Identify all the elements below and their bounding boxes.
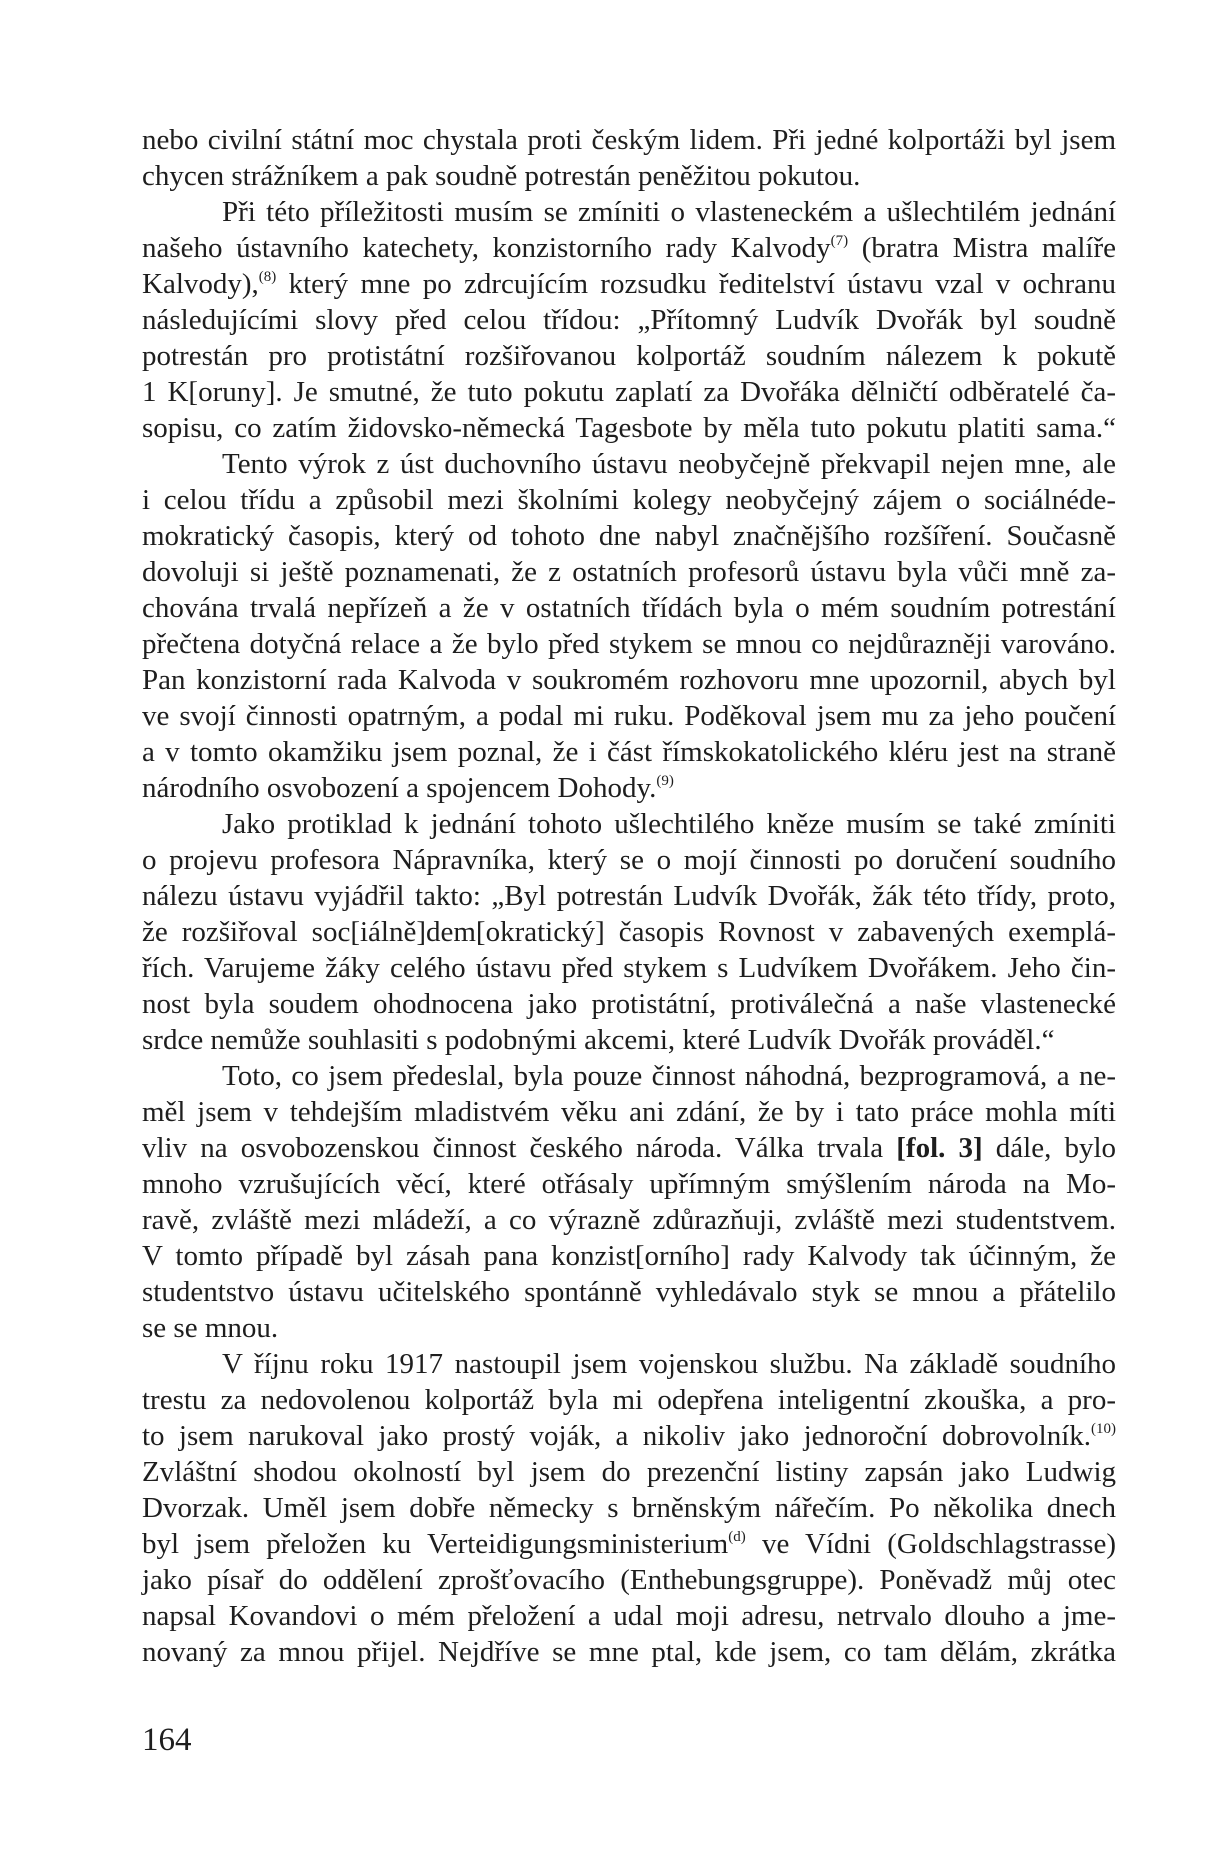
text-line: nálezu ústavu vyjádřil takto: „Byl potrestán Ludvík Dvořák, žák této třídy, proto, xyxy=(142,880,1116,912)
text-run: Kalvody), xyxy=(142,268,259,300)
text-line: studentstvo ústavu učitelského spontánně vyhledávalo styk se mnou a přátelilo xyxy=(142,1276,1116,1308)
footnote-ref: (9) xyxy=(656,773,674,789)
text-run: byl jsem přeložen ku Verteidigungsministerium xyxy=(142,1528,729,1560)
text-line: sopisu, co zatím židovsko-německá Tagesbote by měla tuto pokutu platiti sama.“ xyxy=(142,412,1116,444)
text-line: srdce nemůže souhlasiti s podobnými akcemi, které Ludvík Dvořák prováděl.“ xyxy=(142,1024,1055,1056)
text-line: přečtena dotyčná relace a že bylo před stykem se mnou co nejdůrazněji varováno. xyxy=(142,628,1116,660)
text-run: vliv na osvobozenskou činnost českého národa. Válka trvala xyxy=(142,1132,897,1164)
text-line xyxy=(142,1130,1116,1166)
text-line: o projevu profesora Nápravníka, který se o mojí činnosti po doručení soudního xyxy=(142,844,1116,876)
text-line: i celou třídu a způsobil mezi školními kolegy neobyčejný zájem o sociálnéde- xyxy=(142,484,1116,516)
folio-marker: [fol. 3] xyxy=(896,1132,983,1164)
text-line: Tento výrok z úst duchovního ústavu neobyčejně překvapil nejen mne, ale xyxy=(222,448,1116,480)
text-line: mokratický časopis, který od tohoto dne nabyl značnějšího rozšíření. Současně xyxy=(142,520,1116,552)
text-line: se se mnou. xyxy=(142,1312,279,1344)
text-run: dále, bylo xyxy=(982,1132,1117,1164)
text-line: potrestán pro protistátní rozšiřovanou kolportáž soudním nálezem k pokutě xyxy=(142,340,1116,372)
footnote-ref: (7) xyxy=(830,233,849,249)
text-line: nost byla soudem ohodnocena jako protistátní, protiválečná a naše vlastenecké xyxy=(142,988,1116,1020)
text-line: Toto, co jsem předeslal, byla pouze činnost náhodná, bezprogramová, a ne- xyxy=(222,1060,1116,1092)
text-line: ravě, zvláště mezi mládeží, a co výrazně zdůrazňuji, zvláště mezi studentstvem. xyxy=(142,1204,1116,1236)
text-line: napsal Kovandovi o mém přeložení a udal moji adresu, netrvalo dlouho a jme- xyxy=(142,1600,1116,1632)
text-line: Jako protiklad k jednání tohoto ušlechtilého kněze musím se také zmíniti xyxy=(222,808,1116,840)
text-line: a v tomto okamžiku jsem poznal, že i část římskokatolického kléru jest na straně xyxy=(142,736,1116,768)
footnote-ref: (8) xyxy=(258,269,277,285)
text-line: chycen strážníkem a pak soudně potrestán peněžitou pokutou. xyxy=(142,160,861,192)
text-line: Dvorzak. Uměl jsem dobře německy s brněnským nářečím. Po několika dnech xyxy=(142,1492,1116,1524)
text-line: dovoluji si ještě poznamenati, že z ostatních profesorů ústavu byla vůči mně za- xyxy=(142,556,1116,588)
text-line: novaný za mnou přijel. Nejdříve se mne ptal, kde jsem, co tam dělám, zkrátka xyxy=(142,1636,1116,1668)
text-line: V říjnu roku 1917 nastoupil jsem vojenskou službu. Na základě soudního xyxy=(222,1348,1116,1380)
text-run: to jsem narukoval jako prostý voják, a nikoliv jako jednoroční dobrovolník. xyxy=(142,1420,1091,1452)
text-line: nebo civilní státní moc chystala proti českým lidem. Při jedné kolportáži byl jsem xyxy=(142,124,1116,156)
text-line: V tomto případě byl zásah pana konzist[orního] rady Kalvody tak účinným, že xyxy=(142,1240,1116,1272)
text-line xyxy=(142,230,1116,266)
footnote-ref: (10) xyxy=(1091,1421,1116,1437)
page-number: 164 xyxy=(142,1722,192,1758)
text-line xyxy=(142,1526,1116,1562)
text-line: řích. Varujeme žáky celého ústavu před stykem s Ludvíkem Dvořákem. Jeho čin- xyxy=(142,952,1116,984)
footnote-ref: (d) xyxy=(728,1529,746,1545)
text-line: že rozšiřoval soc[iálně]dem[okratický] časopis Rovnost v zabavených exemplá- xyxy=(142,916,1116,948)
text-run: našeho ústavního katechety, konzistorního rady Kalvody xyxy=(142,232,831,264)
text-line: Pan konzistorní rada Kalvoda v soukromém rozhovoru mne upozornil, abych byl xyxy=(142,664,1116,696)
text-line: trestu za nedovolenou kolportáž byla mi odepřena inteligentní zkouška, a pro- xyxy=(142,1384,1116,1416)
text-line xyxy=(142,1418,1116,1454)
text-line xyxy=(142,770,1116,806)
text-line: Zvláštní shodou okolností byl jsem do prezenční listiny zapsán jako Ludwig xyxy=(142,1456,1116,1488)
text-run: (bratra Mistra malíře xyxy=(848,232,1117,264)
text-line: Při této příležitosti musím se zmíniti o vlasteneckém a ušlechtilém jednání xyxy=(222,196,1116,228)
text-line: ve svojí činnosti opatrným, a podal mi ruku. Poděkoval jsem mu za jeho poučení xyxy=(142,700,1116,732)
text-run: ve Vídni (Goldschlagstrasse) xyxy=(745,1528,1116,1560)
text-line: 1 K[oruny]. Je smutné, že tuto pokutu zaplatí za Dvořáka dělničtí odběratelé ča- xyxy=(142,376,1116,408)
page-text xyxy=(142,122,1116,1670)
text-line: chována trvalá nepřízeň a že v ostatních třídách byla o mém soudním potrestání xyxy=(142,592,1116,624)
text-run: který mne po zdrcujícím rozsudku ředitelství ústavu vzal v ochranu xyxy=(276,268,1116,300)
text-line xyxy=(142,266,1116,302)
text-run: národního osvobození a spojencem Dohody. xyxy=(142,772,657,804)
text-line: jako písař do oddělení zprošťovacího (Enthebungsgruppe). Poněvadž můj otec xyxy=(142,1564,1116,1596)
text-line: následujícími slovy před celou třídou: „Přítomný Ludvík Dvořák byl soudně xyxy=(142,304,1116,336)
text-line: měl jsem v tehdejším mladistvém věku ani zdání, že by i tato práce mohla míti xyxy=(142,1096,1116,1128)
text-line: mnoho vzrušujících věcí, které otřásaly upřímným smýšlením národa na Mo- xyxy=(142,1168,1116,1200)
